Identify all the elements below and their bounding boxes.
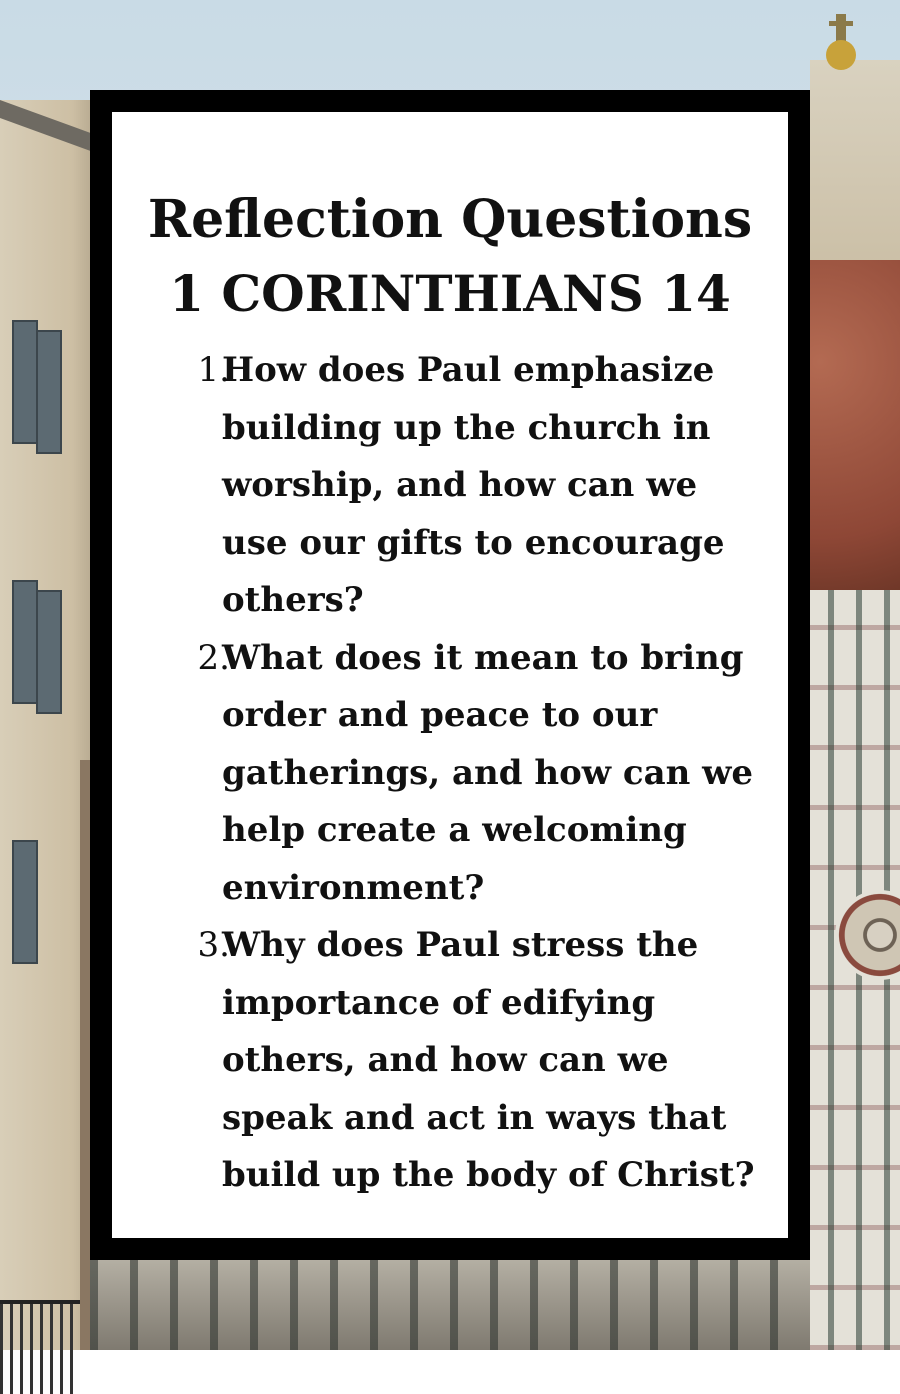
question-number: 1.	[197, 350, 230, 390]
question-item	[112, 342, 788, 630]
question-text: Why does Paul stress the importance of edifying others, and how can we speak and act in ways that build up the body of Christ?	[222, 925, 755, 1195]
reflection-card	[112, 112, 788, 1238]
question-number: 3.	[197, 925, 230, 965]
window-shutter	[12, 320, 38, 444]
bell-tower	[810, 60, 900, 270]
card-frame	[90, 90, 810, 1260]
cathedral-dome	[800, 260, 900, 600]
building-cornice	[0, 100, 95, 153]
window-shutter	[12, 580, 38, 704]
card-title: Reflection Questions	[147, 189, 753, 250]
question-item	[112, 917, 788, 1205]
window-shutter	[36, 590, 62, 714]
question-text: What does it mean to bring order and peace to our gatherings, and how can we help create a welcoming environment?	[222, 637, 754, 908]
window-shutter	[36, 330, 62, 454]
street-facade	[90, 1255, 810, 1350]
golden-orb	[826, 40, 856, 70]
window-shutter	[12, 840, 38, 964]
question-number: 2.	[197, 637, 230, 678]
question-item	[112, 630, 788, 918]
card-subtitle: 1 CORINTHIANS 14	[169, 264, 731, 323]
question-list	[112, 342, 788, 1205]
cross-icon	[836, 14, 846, 42]
question-text: How does Paul emphasize building up the church in worship, and how can we use our gifts to encourage others?	[222, 350, 725, 620]
balcony-railing	[0, 1300, 80, 1394]
